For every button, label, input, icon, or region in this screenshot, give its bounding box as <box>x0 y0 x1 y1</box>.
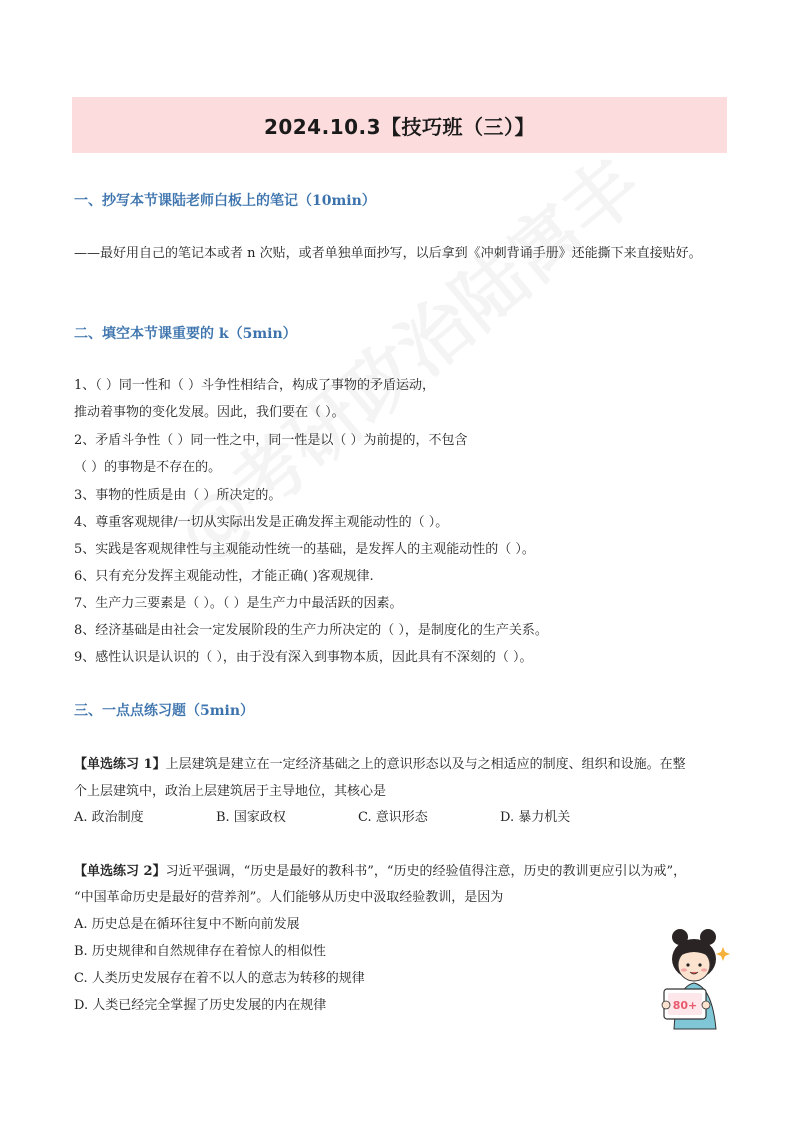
q1-tag: 【单选练习 1】 <box>74 757 166 772</box>
eye-right <box>698 963 701 966</box>
q2-tag: 【单选练习 2】 <box>74 864 166 879</box>
section3-heading: 三、一点点练习题（5min） <box>74 703 255 719</box>
sign-text: 80+ <box>672 999 698 1012</box>
blush-left <box>681 968 687 971</box>
section2-heading: 二、填空本节课重要的 k（5min） <box>74 326 297 342</box>
fill-line: 1、（ ）同一性和（ ）斗争性相结合，构成了事物的矛盾运动， <box>74 378 436 393</box>
q1-option-d[interactable]: D. 暴力机关 <box>500 810 571 825</box>
fill-line: 5、实践是客观规律性与主观能动性统一的基础，是发挥人的主观能动性的（ ）。 <box>74 542 535 557</box>
q2-stem: 习近平强调，“历史是最好的教科书”，“历史的经验值得注意，历史的教训更应引以为戒”， <box>165 864 687 879</box>
q2-stem-line2: “中国革命历史是最好的营养剂”。人们能够从历史中汲取经验教训，是因为 <box>74 890 504 905</box>
q1-stem-line2: 个上层建筑中，政治上层建筑居于主导地位，其核心是 <box>74 784 387 799</box>
fill-line: 6、只有充分发挥主观能动性，才能正确( )客观规律. <box>74 569 374 584</box>
mascot-girl-illustration <box>658 925 738 1030</box>
q1-stem: 上层建筑是建立在一定经济基础之上的意识形态以及与之相适应的制度、组织和设施。在整 <box>165 757 686 772</box>
section1-body: ——最好用自己的笔记本或者 n 次贴，或者单独单面抄写，以后拿到《冲刺背诵手册》还能撕下来直接贴好。 <box>74 246 702 261</box>
q1-option-b[interactable]: B. 国家政权 <box>216 810 286 825</box>
fill-line: 3、事物的性质是由（ ）所决定的。 <box>74 488 282 503</box>
fill-line: 2、矛盾斗争性（ ）同一性之中，同一性是以（ ）为前提的，不包含 <box>74 433 468 448</box>
fill-line: 8、经济基础是由社会一定发展阶段的生产力所决定的（ ），是制度化的生产关系。 <box>74 623 548 638</box>
title-banner <box>72 97 727 153</box>
fill-line: 4、尊重客观规律/一切从实际出发是正确发挥主观能动性的（ ）。 <box>74 515 449 530</box>
fill-line: （ ）的事物是不存在的。 <box>74 460 222 475</box>
q1-stem-line1 <box>74 755 686 775</box>
blush-right <box>701 968 707 971</box>
eye-left <box>686 963 689 966</box>
q2-option-c[interactable]: C. 人类历史发展存在着不以人的意志为转移的规律 <box>74 971 365 986</box>
q1-option-a[interactable]: A. 政治制度 <box>74 810 144 825</box>
fill-line: 推动着事物的变化发展。因此，我们要在（ ）。 <box>74 405 345 420</box>
q1-option-c[interactable]: C. 意识形态 <box>358 810 428 825</box>
q2-option-d[interactable]: D. 人类已经完全掌握了历史发展的内在规律 <box>74 998 327 1013</box>
fill-line: 9、感性认识是认识的（ ），由于没有深入到事物本质，因此具有不深刻的（ ）。 <box>74 650 533 665</box>
q2-stem-line1 <box>74 862 686 882</box>
q2-option-b[interactable]: B. 历史规律和自然规律存在着惊人的相似性 <box>74 944 326 959</box>
hand-right <box>702 1001 710 1009</box>
q2-option-a[interactable]: A. 历史总是在循环往复中不断向前发展 <box>74 917 300 932</box>
sparkle-icon <box>716 947 730 961</box>
hand-left <box>662 1001 670 1009</box>
section1-heading: 一、抄写本节课陆老师白板上的笔记（10min） <box>74 193 376 209</box>
page-title: 2024.10.3【技巧班（三）】 <box>263 114 536 139</box>
fill-line: 7、生产力三要素是（ ）。（ ）是生产力中最活跃的因素。 <box>74 596 403 611</box>
